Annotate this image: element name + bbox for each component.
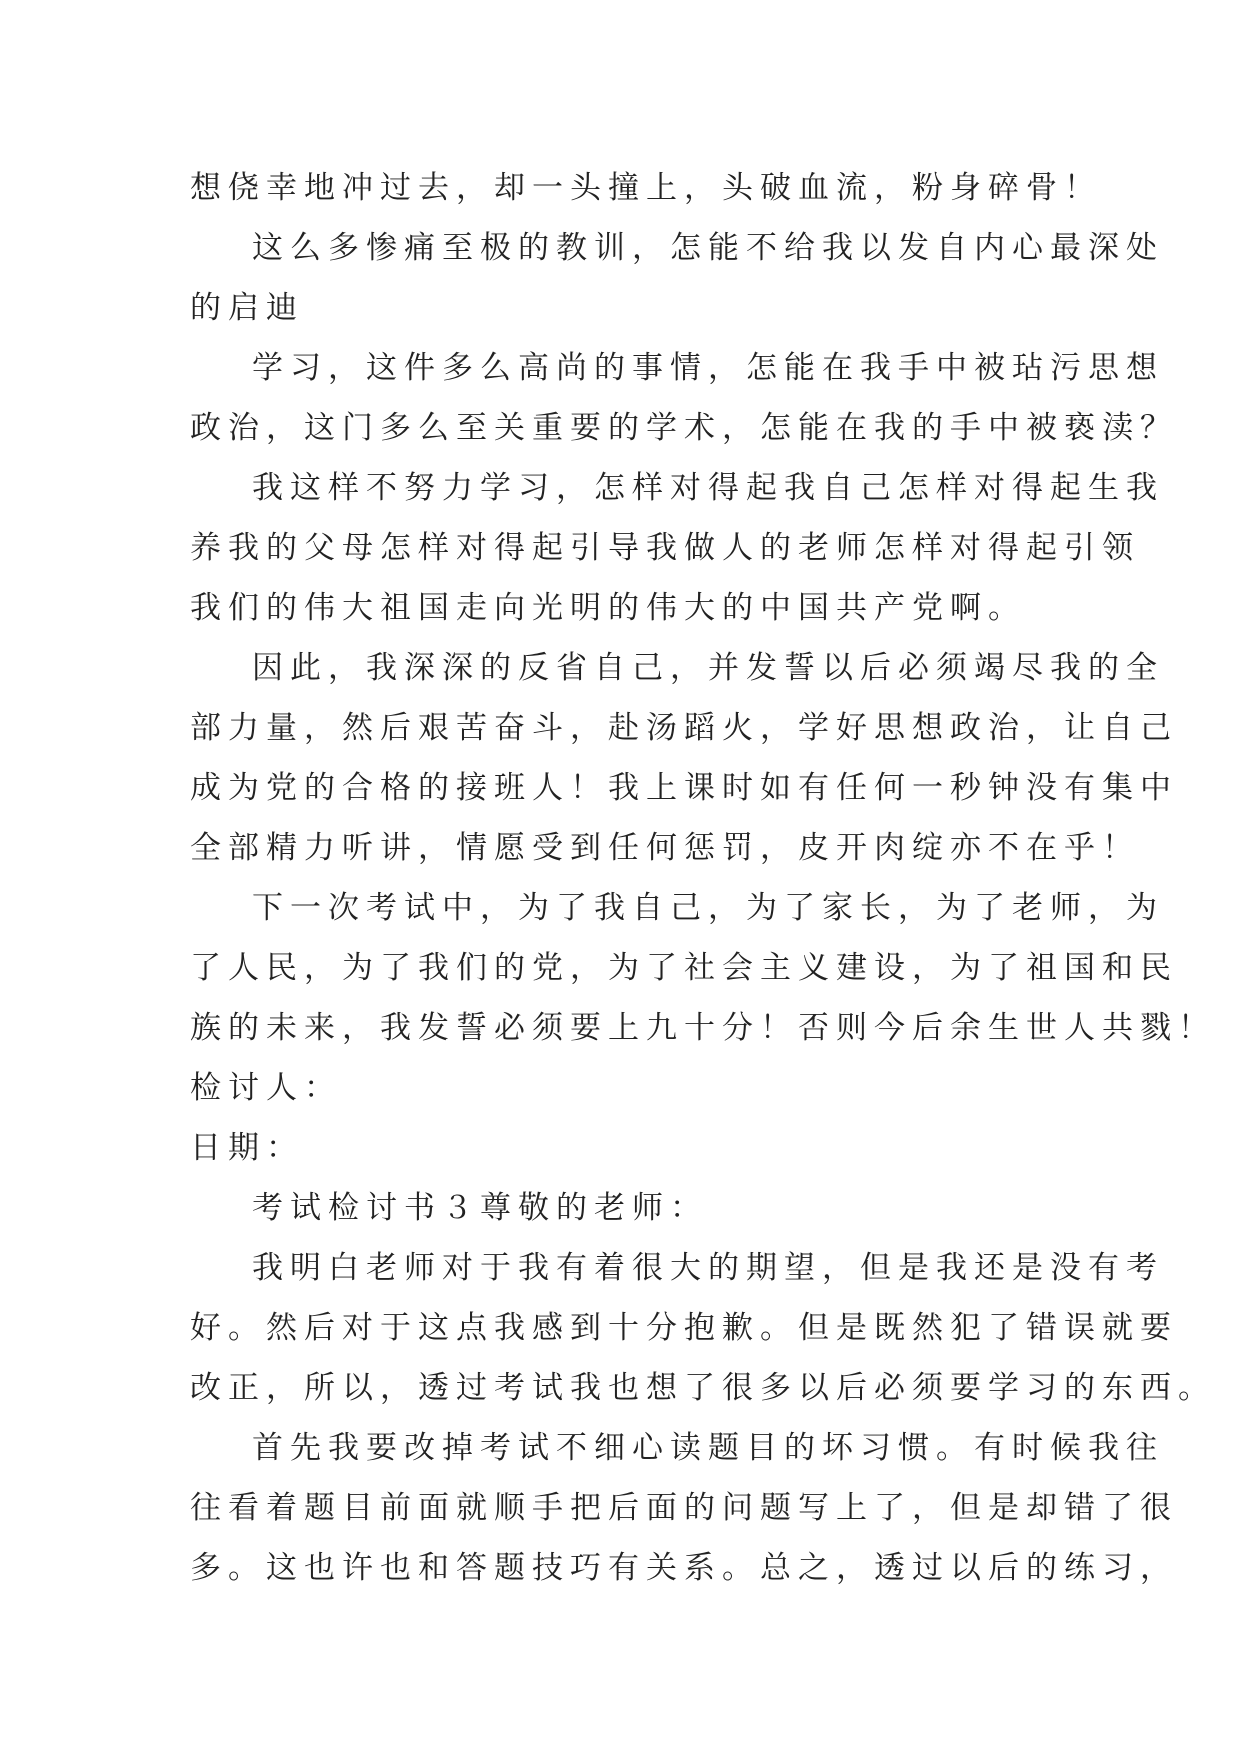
text-line: 我们的伟大祖国走向光明的伟大的中国共产党啊。	[190, 590, 1026, 626]
text-line: 部力量，然后艰苦奋斗，赴汤蹈火，学好思想政治，让自己	[190, 710, 1178, 746]
text-line: 的启迪	[190, 290, 304, 326]
paragraph	[190, 218, 1164, 338]
paragraph	[190, 1058, 1070, 1118]
text-line: 了人民，为了我们的党，为了社会主义建设，为了祖国和民	[190, 950, 1178, 986]
text-line: 因此，我深深的反省自己，并发誓以后必须竭尽我的全	[252, 650, 1164, 686]
text-line: 检讨人：	[190, 1070, 342, 1106]
text-line: 我明白老师对于我有着很大的期望，但是我还是没有考	[252, 1250, 1164, 1286]
text-line: 首先我要改掉考试不细心读题目的坏习惯。有时候我往	[252, 1430, 1164, 1466]
paragraph	[190, 458, 1164, 638]
paragraph	[190, 878, 1216, 1058]
text-line: 好。然后对于这点我感到十分抱歉。但是既然犯了错误就要	[190, 1310, 1178, 1346]
document-body	[190, 158, 1216, 1598]
text-line: 学习，这件多么高尚的事情，怎能在我手中被玷污思想	[252, 350, 1164, 386]
text-line: 养我的父母怎样对得起引导我做人的老师怎样对得起引领	[190, 530, 1140, 566]
text-line: 下一次考试中，为了我自己，为了家长，为了老师，为	[252, 890, 1164, 926]
text-line: 多。这也许也和答题技巧有关系。总之，透过以后的练习，	[190, 1550, 1178, 1586]
paragraph	[190, 1178, 1070, 1238]
paragraph	[190, 1118, 1070, 1178]
text-line: 这么多惨痛至极的教训，怎能不给我以发自内心最深处	[252, 230, 1164, 266]
paragraph	[190, 338, 1178, 458]
text-line: 我这样不努力学习，怎样对得起我自己怎样对得起生我	[252, 470, 1164, 506]
paragraph	[190, 158, 1102, 218]
paragraph	[190, 1418, 1178, 1598]
text-line: 想侥幸地冲过去，却一头撞上，头破血流，粉身碎骨！	[190, 170, 1102, 206]
text-line: 全部精力听讲，情愿受到任何惩罚，皮开肉绽亦不在乎！	[190, 830, 1140, 866]
paragraph	[190, 1238, 1216, 1418]
text-line: 族的未来，我发誓必须要上九十分！否则今后余生世人共戮！	[190, 1010, 1216, 1046]
text-line: 考试检讨书３尊敬的老师：	[252, 1190, 708, 1226]
paragraph	[190, 638, 1178, 878]
text-line: 日期：	[190, 1130, 304, 1166]
text-line: 改正，所以，透过考试我也想了很多以后必须要学习的东西。	[190, 1370, 1216, 1406]
text-line: 成为党的合格的接班人！我上课时如有任何一秒钟没有集中	[190, 770, 1178, 806]
text-line: 往看着题目前面就顺手把后面的问题写上了，但是却错了很	[190, 1490, 1178, 1526]
text-line: 政治，这门多么至关重要的学术，怎能在我的手中被亵渎？	[190, 410, 1178, 446]
